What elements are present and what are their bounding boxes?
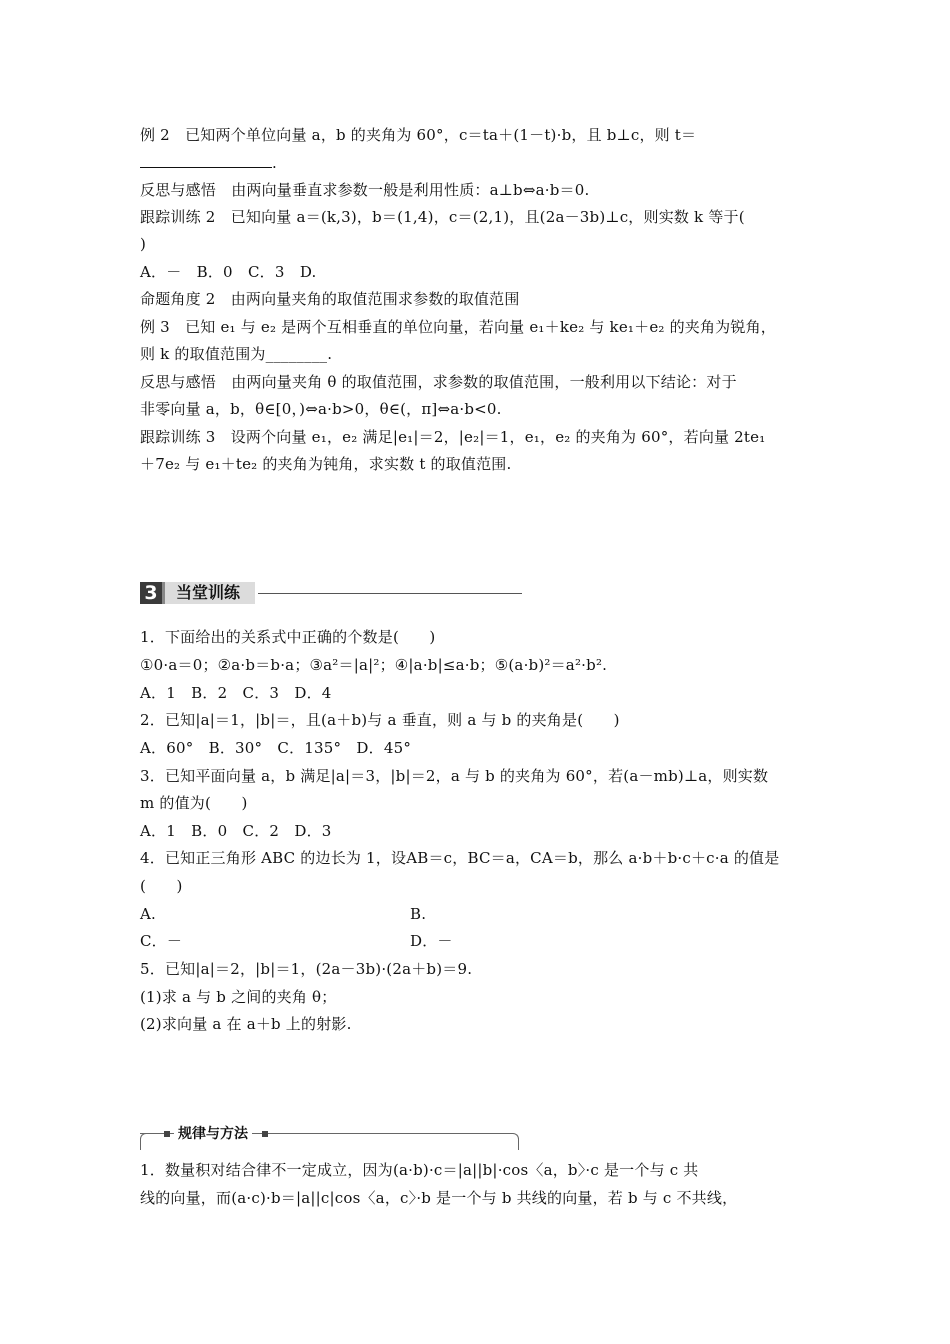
text-line (140, 987, 820, 1007)
text-line (140, 876, 820, 896)
text-line-content: ＋7e₂ 与 e₁＋te₂ 的夹角为钝角，求实数 t 的取值范围. (140, 455, 512, 473)
text-line-content: 跟踪训练 3 设两个向量 e₁，e₂ 满足|e₁|＝2，|e₂|＝1，e₁，e₂ 的夹角为 60°，若向量 2te₁ (140, 428, 766, 446)
text-line (140, 766, 820, 786)
law-title: 规律与方法 (174, 1124, 252, 1144)
text-line (140, 931, 820, 951)
text-line (140, 125, 820, 145)
text-line-content: 跟踪训练 2 已知向量 a＝(k,3)，b＝(1,4)，c＝(2,1)，且(2a－3b)⊥c，则实数 k 等于( (140, 208, 745, 226)
text-line-content: 则 k 的取值范围为________. (140, 345, 333, 363)
text-line-content: (1)求 a 与 b 之间的夹角 θ； (140, 988, 337, 1006)
section-number: 3 (140, 582, 162, 604)
text-line (140, 427, 820, 447)
text-line-content: A．－ B．0 C．3 D. (140, 263, 317, 281)
section-title: 当堂训练 (176, 583, 241, 602)
text-line-content: 命题角度 2 由两向量夹角的取值范围求参数的取值范围 (140, 290, 520, 308)
law-box-frame-left (140, 1133, 147, 1150)
text-line (140, 959, 820, 979)
text-line-content: A. (140, 905, 157, 923)
text-line-content: 1．数量积对结合律不一定成立，因为(a·b)·c＝|a||b|·cos〈a，b〉·c 是一个与 c 共 (140, 1161, 699, 1179)
text-line-content: 5．已知|a|＝2，|b|＝1，(2a－3b)·(2a＋b)＝9. (140, 960, 473, 978)
text-line-content: 例 2 已知两个单位向量 a，b 的夹角为 60°，c＝ta＋(1－t)·b，且 b⊥c，则 t＝ (140, 126, 697, 144)
text-line-content: A．1 B．2 C．3 D．4 (140, 684, 332, 702)
text-line-content: ) (140, 235, 147, 253)
text-line (140, 344, 820, 364)
text-line (140, 793, 820, 813)
option-right: B. (410, 905, 427, 923)
text-line-content: 反思与感悟 由两向量夹角 θ 的取值范围，求参数的取值范围，一般利用以下结论：对于 (140, 373, 737, 391)
text-line-content: 2．已知|a|＝1，|b|＝，且(a＋b)与 a 垂直，则 a 与 b 的夹角是( ) (140, 711, 620, 729)
text-line-content: A．60° B．30° C．135° D．45° (140, 739, 412, 757)
text-line-content: (2)求向量 a 在 a＋b 上的射影. (140, 1015, 352, 1033)
text-line (140, 153, 820, 173)
text-line (140, 848, 820, 868)
text-line-content: 反思与感悟 由两向量垂直求参数一般是利用性质：a⊥b⇔a·b＝0. (140, 181, 590, 199)
text-line (140, 372, 820, 392)
text-line (140, 710, 820, 730)
text-line-content: 1．下面给出的关系式中正确的个数是( ) (140, 628, 436, 646)
option-right: D．－ (410, 932, 453, 950)
text-line (140, 234, 820, 254)
text-line-content: m 的值为( ) (140, 794, 248, 812)
text-line-content: 非零向量 a，b，θ∈[0，)⇔a·b>0，θ∈(，π]⇔a·b<0. (140, 400, 502, 418)
text-line (140, 1160, 820, 1180)
text-line (140, 180, 820, 200)
section-header (140, 580, 522, 606)
text-line-content: ①0·a＝0；②a·b＝b·a；③a²＝|a|²；④|a·b|≤a·b；⑤(a·b)²＝a²·b². (140, 656, 608, 674)
section-rule (258, 593, 522, 594)
text-line-content: 线的向量，而(a·c)·b＝|a||c|cos〈a，c〉·b 是一个与 b 共线的向量，若 b 与 c 不共线， (140, 1189, 738, 1207)
text-line-content: A．1 B．0 C．2 D．3 (140, 822, 332, 840)
text-line-tail: . (272, 154, 277, 172)
text-line (140, 399, 820, 419)
square-bullet-icon (164, 1131, 170, 1137)
text-line (140, 683, 820, 703)
text-line-content: C．－ (140, 932, 183, 950)
text-line (140, 821, 820, 841)
text-line-content: 4．已知正三角形 ABC 的边长为 1，设AB＝c，BC＝a，CA＝b，那么 a·b＋b·c＋c·a 的值是 (140, 849, 780, 867)
text-line (140, 454, 820, 474)
text-line-content: ( ) (140, 877, 183, 895)
text-line (140, 655, 820, 675)
text-line (140, 1014, 820, 1034)
text-line (140, 262, 820, 282)
answer-blank (140, 153, 272, 168)
text-line (140, 289, 820, 309)
text-line-content: 例 3 已知 e₁ 与 e₂ 是两个互相垂直的单位向量，若向量 e₁＋ke₂ 与 ke₁＋e₂ 的夹角为锐角， (140, 318, 776, 336)
law-box-header (140, 1125, 520, 1151)
text-line (140, 738, 820, 758)
text-line (140, 627, 820, 647)
square-bullet-icon (262, 1131, 268, 1137)
text-line (140, 207, 820, 227)
text-line-content: 3．已知平面向量 a，b 满足|a|＝3，|b|＝2，a 与 b 的夹角为 60°，若(a－mb)⊥a，则实数 (140, 767, 769, 785)
text-line (140, 904, 820, 924)
text-line (140, 317, 820, 337)
text-line (140, 1188, 820, 1208)
